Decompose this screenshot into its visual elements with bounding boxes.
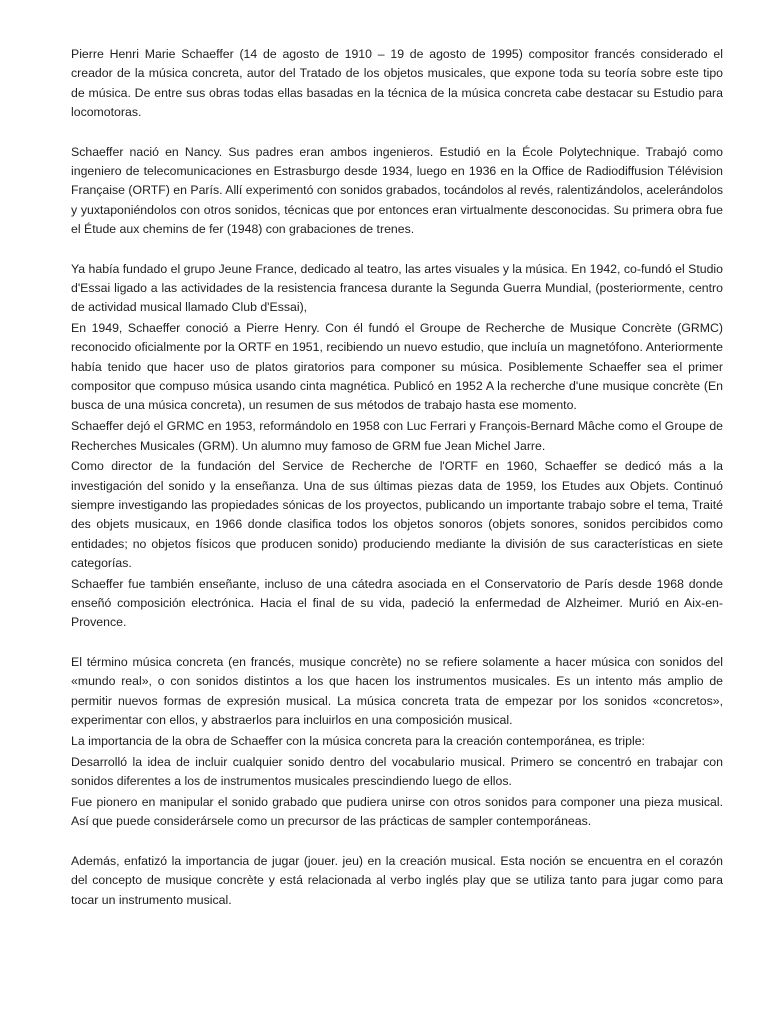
paragraph-importance: La importancia de la obra de Schaeffer con la música concreta para la creación contemporánea, es triple:	[71, 733, 645, 748]
paragraph-teaching: Schaeffer fue también enseñante, incluso de una cátedra asociada en el Conservatorio de París desde 1968 donde enseñó composición electrónica. Hacia el final de su vida, padeció la enfermedad de Alzheimer. Murió en Aix-en-Provence.	[71, 576, 723, 630]
paragraph-jeune-france: Ya había fundado el grupo Jeune France, dedicado al teatro, las artes visuales y la música. En 1942, co-fundó el Studio d'Essai ligado a las actividades de la resistencia francesa durante la Segunda Guerra Mundial, (posteriormente, centro de actividad musical llamado Club d'Essai),	[71, 261, 723, 315]
paragraph-ortf-research: Como director de la fundación del Service de Recherche de l'ORTF en 1960, Schaeffer se dedicó más a la investigación del sonido y la enseñanza. Una de sus últimas piezas data de 1959, los Etudes aux Objets. Continuó siempre investigando las propiedades sónicas de los proyectos, publicando un importante trabajo sobre el tema, Traité des objets musicaux, en 1966 donde clasifica todos los objetos sonoros (objets sonores, sonidos percibidos como entidades; no objetos físicos que producen sonido) produciendo mediante la división de sus características en siete categorías.	[71, 459, 723, 570]
document-body	[71, 45, 723, 912]
paragraph-musique-concrete: El término música concreta (en francés, musique concrète) no se refiere solamente a hacer música con sonidos del «mundo real», o con sonidos distintos a los que hacen los instrumentos musicales. Es un intento más amplio de permitir nuevos formas de expresión musical. La música concreta trata de empezar por los sonidos «concretos», experimentar con ellos, y abstraerlos para incluirlos en una composición musical.	[71, 655, 723, 728]
paragraph-grm: Schaeffer dejó el GRMC en 1953, reformándolo en 1958 con Luc Ferrari y François-Bernard Mâche como el Groupe de Recherches Musicales (GRM). Un alumno muy famoso de GRM fue Jean Michel Jarre.	[71, 419, 723, 453]
paragraph-play: Además, enfatizó la importancia de jugar (jouer. jeu) en la creación musical. Esta noción se encuentra en el corazón del concepto de musique concrète y está relacionada al verbo inglés play que se utiliza tanto para jugar como para tocar un instrumento musical.	[71, 854, 723, 907]
paragraph-intro: Pierre Henri Marie Schaeffer (14 de agosto de 1910 – 19 de agosto de 1995) compositor francés considerado el creador de la música concreta, autor del Tratado de los objetos musicales, que expone toda su teoría sobre este tipo de música. De entre sus obras todas ellas basadas en la técnica de la música concreta cabe destacar su Estudio para locomotoras.	[71, 47, 723, 119]
paragraph-grmc: En 1949, Schaeffer conoció a Pierre Henry. Con él fundó el Groupe de Recherche de Musique Concrète (GRMC) reconocido oficialmente por la ORTF en 1951, recibiendo un nuevo estudio, que incluía un magnetófono. Anteriormente había tenido que hacer uso de platos giratorios para componer su música. Posiblemente Schaeffer sea el primer compositor que compuso música usando cinta magnética. Publicó en 1952 A la recherche d'une musique concrète (En busca de una música concreta), un resumen de sus métodos de trabajo hasta ese momento.	[71, 321, 723, 413]
paragraph-biography: Schaeffer nació en Nancy. Sus padres eran ambos ingenieros. Estudió en la École Polytechnique. Trabajó como ingeniero de telecomunicaciones en Estrasburgo desde 1934, luego en 1936 en la Office de Radiodiffusion Télévision Française (ORTF) en París. Allí experimentó con sonidos grabados, tocándolos al revés, ralentizándolos, acelerándolos y yuxtaponiéndolos con otros sonidos, técnicas que por entonces eran virtualmente desconocidas. Su primera obra fue el Étude aux chemins de fer (1948) con grabaciones de trenes.	[71, 144, 723, 236]
paragraph-vocabulary: Desarrolló la idea de incluir cualquier sonido dentro del vocabulario musical. Primero se concentró en trabajar con sonidos diferentes a los de instrumentos musicales prescindiendo luego de ellos.	[71, 754, 723, 789]
paragraph-sampler: Fue pionero en manipular el sonido grabado que pudiera unirse con otros sonidos para componer una pieza musical. Así que puede considerársele como un precursor de las prácticas de sampler contemporáneas.	[71, 795, 723, 829]
